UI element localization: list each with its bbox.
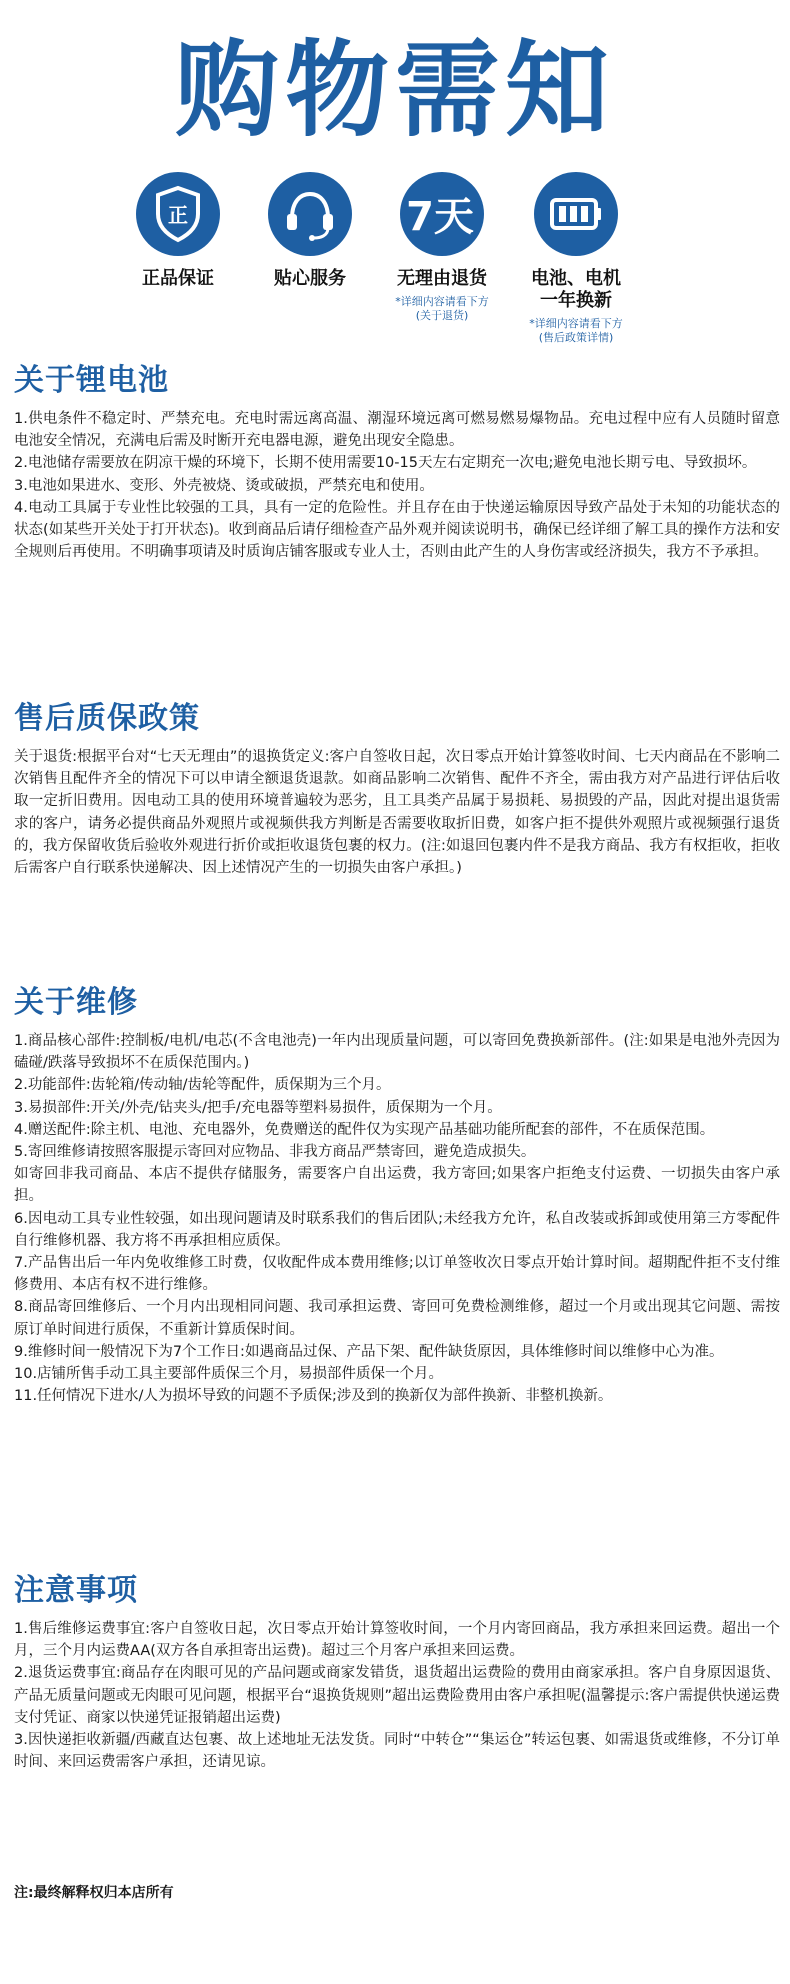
section-body	[14, 1030, 780, 1407]
section-paragraph: 如寄回非我司商品、本店不提供存储服务，需要客户自出运费，我方寄回;如果客户拒绝支付运费、一切损失由客户承担。	[14, 1166, 780, 1205]
battery-icon	[534, 172, 618, 256]
section-paragraph: 1.供电条件不稳定时、严禁充电。充电时需远离高温、潮湿环境远离可燃易燃易爆物品。充电过程中应有人员随时留意电池安全情况，充满电后需及时断开充电器电源，避免出现安全隐患。	[14, 411, 780, 450]
section-paragraph: 10.店铺所售手动工具主要部件质保三个月，易损部件质保一个月。	[14, 1366, 444, 1383]
section-paragraph: 2.退货运费事宜:商品存在肉眼可见的产品问题或商家发错货，退货超出运费险的费用由商家承担。客户自身原因退货、产品无质量问题或无肉眼可见问题，根据平台“退换货规则”超出运费险费用由客户承担呢(温馨提示:客户需提供快递运费支付凭证、商家以快递凭证报销超出运费)	[14, 1665, 780, 1726]
badge-note: *详细内容请看下方 (售后政策详情)	[529, 317, 623, 344]
seven-day-icon	[400, 172, 484, 256]
shield-icon	[136, 172, 220, 256]
shield-icon-text: 正	[168, 203, 188, 227]
seven-day-icon-text: 7天	[406, 194, 474, 240]
section-paragraph: 9.维修时间一般情况下为7个工作日:如遇商品过保、产品下架、配件缺货原因，具体维修时间以维修中心为准。	[14, 1343, 724, 1360]
section-paragraph: 7.产品售出后一年内免收维修工时费，仅收配件成本费用维修;以订单签收次日零点开始计算时间。超期配件拒不支付维修费用、本店有权不进行维修。	[14, 1255, 780, 1294]
section-paragraph: 1.商品核心部件:控制板/电机/电芯(不含电池壳)一年内出现质量问题，可以寄回免费换新部件。(注:如果是电池外壳因为磕碰/跌落导致损坏不在质保范围内。)	[14, 1033, 780, 1072]
section-paragraph: 5.寄回维修请按照客服提示寄回对应物品、非我方商品严禁寄回，避免造成损失。	[14, 1144, 536, 1161]
headset-icon	[268, 172, 352, 256]
section-paragraph: 2.电池储存需要放在阴凉干燥的环境下，长期不使用需要10-15天左右定期充一次电;避免电池长期亏电、导致损坏。	[14, 455, 757, 472]
section-paragraph: 3.电池如果进水、变形、外壳被烧、烫或破损，严禁充电和使用。	[14, 477, 434, 494]
page-title: 购物需知	[174, 29, 615, 151]
section-after-sales-policy	[14, 700, 780, 879]
badge-label: 无理由退货	[397, 268, 487, 289]
section-heading: 售后质保政策	[14, 701, 200, 736]
section-paragraph: 11.任何情况下进水/人为损坏导致的问题不予质保;涉及到的换新仅为部件换新、非整机换新。	[14, 1388, 613, 1405]
badge-label: 正品保证	[142, 268, 214, 289]
section-paragraph: 4.赠送配件:除主机、电池、充电器外，免费赠送的配件仅为实现产品基础功能所配套的部件，不在质保范围。	[14, 1121, 715, 1138]
badge-return	[372, 172, 512, 323]
badge-service	[240, 172, 380, 295]
section-heading: 注意事项	[14, 1573, 138, 1608]
section-notes	[14, 1572, 780, 1773]
section-lithium-battery	[14, 362, 780, 563]
section-paragraph: 4.电动工具属于专业性比较强的工具，具有一定的危险性。并且存在由于快递运输原因导致产品处于未知的功能状态的状态(如某些开关处于打开状态)。收到商品后请仔细检查产品外观并阅读说明书，确保已经详细了解工具的操作方法和安全规则后再使用。不明确事项请及时质询店铺客服或专业人士，否则由此产生的人身伤害或经济损失，我方不予承担。	[14, 499, 780, 561]
service-badges	[0, 172, 790, 342]
section-paragraph: 8.商品寄回维修后、一个月内出现相同问题、我司承担运费、寄回可免费检测维修，超过一个月或出现其它问题、需按原订单时间进行质保，不重新计算质保时间。	[14, 1299, 780, 1338]
section-repair	[14, 984, 780, 1407]
section-paragraph: 3.易损部件:开关/外壳/钻夹头/把手/充电器等塑料易损件，质保期为一个月。	[14, 1099, 502, 1116]
badge-label: 贴心服务	[274, 268, 346, 289]
section-paragraph: 关于退货:根据平台对“七天无理由”的退换货定义:客户自签收日起，次日零点开始计算签收时间、七天内商品在不影响二次销售且配件齐全的情况下可以申请全额退货退款。如商品影响二次销售、配件不齐全，需由我方对产品进行评估后收取一定折旧费用。因电动工具的使用环境普遍较为恶劣，且工具类产品属于易损耗、易损毁的产品，因此对提出退货需求的客户，请务必提供商品外观照片或视频供我方判断是否需要收取折旧费，如客户拒不提供外观照片或视频强行退货的，我方保留收货后验收外观进行折价或拒收退货包裹的权力。(注:如退回包裹内件不是我方商品、我方有权拒收，拒收后需客户自行联系快递解决、因上述情况产生的一切损失由客户承担。)	[14, 749, 780, 877]
section-paragraph: 1.售后维修运费事宜:客户自签收日起，次日零点开始计算签收时间，一个月内寄回商品，我方承担来回运费。超出一个月，三个月内运费AA(双方各自承担寄出运费)。超过三个月客户承担来回运费。	[14, 1621, 780, 1660]
section-paragraph: 6.因电动工具专业性较强，如出现问题请及时联系我们的售后团队;未经我方允许，私自改装或拆卸或使用第三方零配件自行维修机器、我方将不再承担相应质保。	[14, 1210, 780, 1249]
footnote: 注:最终解释权归本店所有	[14, 1885, 174, 1901]
section-paragraph: 3.因快递拒收新疆/西藏直达包裹、故上述地址无法发货。同时“中转仓”“集运仓”转运包裹、如需退货或维修，不分订单时间、来回运费需客户承担，还请见谅。	[14, 1732, 780, 1771]
badge-genuine	[108, 172, 248, 295]
section-heading: 关于锂电池	[14, 363, 169, 398]
section-heading: 关于维修	[14, 985, 138, 1020]
badge-note: *详细内容请看下方 (关于退货)	[395, 295, 489, 322]
section-body	[14, 746, 780, 879]
badge-label: 电池、电机 一年换新	[531, 268, 621, 311]
section-paragraph: 2.功能部件:齿轮箱/传动轴/齿轮等配件，质保期为三个月。	[14, 1077, 391, 1094]
badge-battery	[506, 172, 646, 345]
section-body	[14, 408, 780, 563]
section-body	[14, 1618, 780, 1773]
